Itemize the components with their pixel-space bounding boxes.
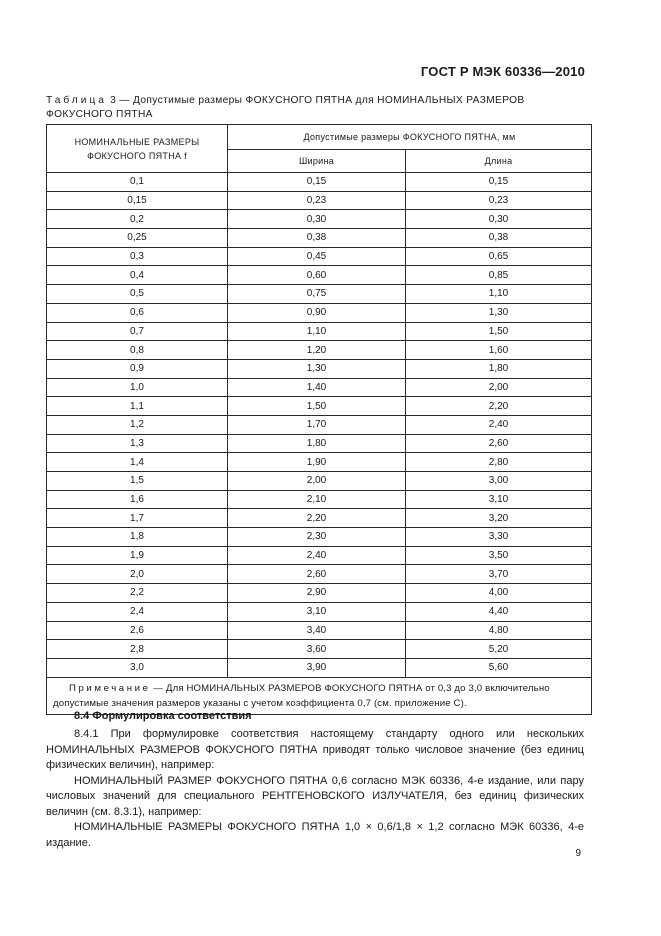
cell-length: 2,40 [406,415,592,434]
cell-width: 3,60 [228,640,406,659]
table-row [47,322,592,341]
table-row [47,397,592,416]
header-nominal-size: НОМИНАЛЬНЫЕ РАЗМЕРЫ ФОКУСНОГО ПЯТНА f [47,125,228,173]
cell-nominal: 0,9 [47,359,228,378]
cell-width: 3,90 [228,658,406,677]
focal-spot-table [46,124,592,715]
cell-length: 1,60 [406,341,592,360]
note-label: Примечание [69,682,151,694]
cell-nominal: 1,8 [47,528,228,547]
cell-nominal: 2,4 [47,602,228,621]
cell-nominal: 1,2 [47,415,228,434]
cell-nominal: 2,2 [47,584,228,603]
cell-nominal: 0,2 [47,210,228,229]
cell-length: 5,60 [406,658,592,677]
header-width: Ширина [228,150,406,173]
cell-width: 2,60 [228,565,406,584]
cell-width: 1,40 [228,378,406,397]
cell-length: 3,50 [406,546,592,565]
cell-length: 1,30 [406,303,592,322]
table-row [47,621,592,640]
cell-nominal: 0,25 [47,229,228,248]
cell-length: 3,00 [406,472,592,491]
cell-nominal: 0,5 [47,285,228,304]
table-row [47,565,592,584]
cell-length: 1,10 [406,285,592,304]
cell-width: 0,90 [228,303,406,322]
table-note-row [47,677,592,714]
paragraph: НОМИНАЛЬНЫЕ РАЗМЕРЫ ФОКУСНОГО ПЯТНА 1,0 × 0,6/1,8 × 1,2 согласно МЭК 60336, 4-е издание. [46,821,584,849]
cell-nominal: 1,5 [47,472,228,491]
cell-length: 0,65 [406,247,592,266]
cell-length: 1,80 [406,359,592,378]
cell-length: 0,85 [406,266,592,285]
table-row [47,640,592,659]
cell-width: 2,00 [228,472,406,491]
table-note [47,677,592,714]
cell-length: 2,20 [406,397,592,416]
cell-length: 2,60 [406,434,592,453]
cell-length: 2,00 [406,378,592,397]
cell-nominal: 2,0 [47,565,228,584]
table-row [47,341,592,360]
caption-text: 3 — Допустимые размеры ФОКУСНОГО ПЯТНА для НОМИНАЛЬНЫХ РАЗМЕРОВ ФОКУСНОГО ПЯТНА [46,95,525,120]
standard-code: ГОСТ Р МЭК 60336—2010 [420,64,585,79]
section-title: 8.4 Формулировка соответствия [74,710,252,722]
cell-width: 2,90 [228,584,406,603]
cell-length: 4,40 [406,602,592,621]
cell-width: 0,38 [228,229,406,248]
cell-nominal: 1,4 [47,453,228,472]
cell-length: 1,50 [406,322,592,341]
table-row [47,229,592,248]
cell-length: 0,23 [406,191,592,210]
cell-width: 3,10 [228,602,406,621]
cell-width: 0,60 [228,266,406,285]
cell-width: 1,10 [228,322,406,341]
cell-width: 1,20 [228,341,406,360]
table-row [47,602,592,621]
table-row [47,584,592,603]
table-row [47,658,592,677]
table-row [47,303,592,322]
cell-width: 3,40 [228,621,406,640]
cell-nominal: 0,4 [47,266,228,285]
cell-nominal: 1,1 [47,397,228,416]
cell-length: 2,80 [406,453,592,472]
cell-nominal: 1,3 [47,434,228,453]
table-row [47,266,592,285]
cell-length: 4,00 [406,584,592,603]
table-caption [46,94,591,122]
cell-width: 1,80 [228,434,406,453]
table-row [47,210,592,229]
paragraph: 8.4.1 При формулировке соответствия настоящему стандарту одного или нескольких НОМИНАЛЬНЫХ РАЗМЕРОВ ФОКУСНОГО ПЯТНА приводят только числовое значение (без единиц физических величин), например: [46,728,584,771]
caption-label: Таблица [46,95,107,106]
cell-width: 0,45 [228,247,406,266]
table-row [47,359,592,378]
cell-nominal: 0,15 [47,191,228,210]
table-row [47,546,592,565]
cell-width: 1,50 [228,397,406,416]
page-number: 9 [575,848,581,859]
cell-nominal: 3,0 [47,658,228,677]
cell-nominal: 0,3 [47,247,228,266]
cell-width: 1,70 [228,415,406,434]
table-row [47,191,592,210]
cell-width: 0,15 [228,173,406,192]
cell-nominal: 0,8 [47,341,228,360]
table-row [47,490,592,509]
cell-width: 0,23 [228,191,406,210]
cell-width: 2,40 [228,546,406,565]
cell-width: 1,30 [228,359,406,378]
cell-width: 0,75 [228,285,406,304]
cell-width: 2,10 [228,490,406,509]
cell-nominal: 1,0 [47,378,228,397]
note-text: — Для НОМИНАЛЬНЫХ РАЗМЕРОВ ФОКУСНОГО ПЯТНА от 0,3 до 3,0 включительно допустимые значения размеров указаны с учетом коэффициента 0,7 (см. приложение С). [53,682,550,709]
header-length: Длина [406,150,592,173]
cell-length: 0,38 [406,229,592,248]
cell-length: 3,70 [406,565,592,584]
cell-nominal: 2,8 [47,640,228,659]
cell-length: 3,10 [406,490,592,509]
table-row [47,509,592,528]
table-row [47,434,592,453]
table-row [47,415,592,434]
table-row [47,378,592,397]
cell-length: 5,20 [406,640,592,659]
cell-nominal: 0,7 [47,322,228,341]
cell-nominal: 2,6 [47,621,228,640]
table-row [47,173,592,192]
cell-nominal: 1,9 [47,546,228,565]
paragraph: НОМИНАЛЬНЫЙ РАЗМЕР ФОКУСНОГО ПЯТНА 0,6 согласно МЭК 60336, 4-е издание, или пару числовых значений для специального РЕНТГЕНОВСКОГО ИЗЛУЧАТЕЛЯ, без единиц физических величин (см. 8.3.1), например: [46,774,584,818]
cell-width: 0,30 [228,210,406,229]
table-row [47,472,592,491]
cell-width: 1,90 [228,453,406,472]
cell-nominal: 1,7 [47,509,228,528]
cell-nominal: 0,1 [47,173,228,192]
cell-length: 4,80 [406,621,592,640]
section-body [46,727,584,851]
header-permissible-sizes: Допустимые размеры ФОКУСНОГО ПЯТНА, мм [228,125,592,150]
cell-width: 2,20 [228,509,406,528]
table-row [47,285,592,304]
cell-length: 0,30 [406,210,592,229]
table-row [47,247,592,266]
cell-nominal: 0,6 [47,303,228,322]
table-row [47,528,592,547]
table-row [47,453,592,472]
cell-length: 3,30 [406,528,592,547]
cell-length: 0,15 [406,173,592,192]
cell-nominal: 1,6 [47,490,228,509]
cell-length: 3,20 [406,509,592,528]
cell-width: 2,30 [228,528,406,547]
